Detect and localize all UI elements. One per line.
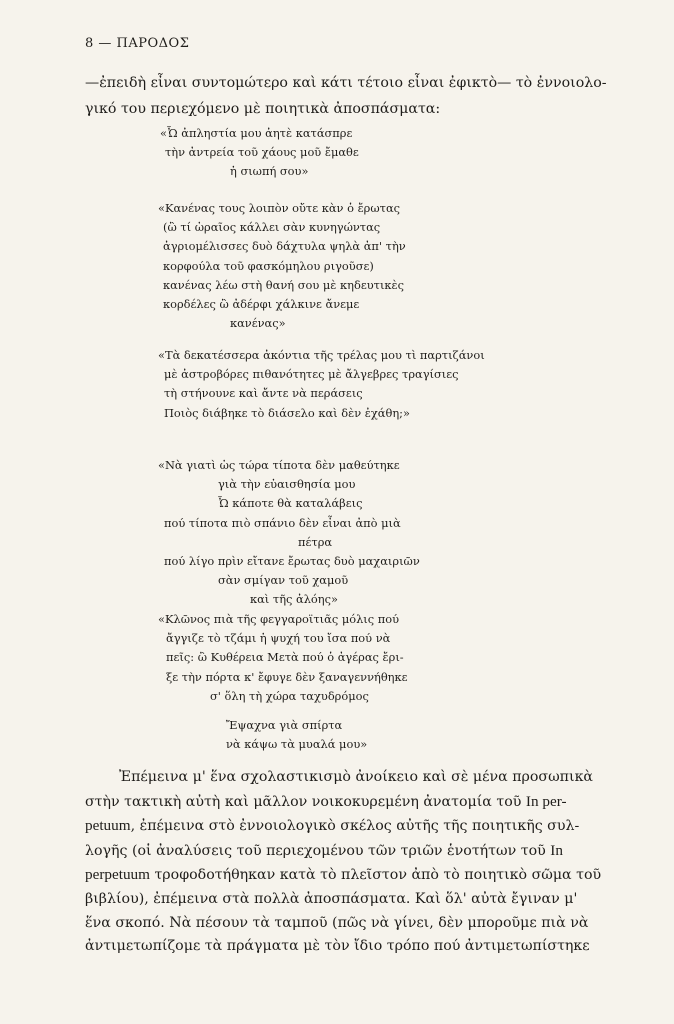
poem-line: «Κλῶνος πιὰ τῆς φεγγαροϊτιᾶς μόλις πού (158, 612, 400, 626)
latin-title: perpetuum (85, 866, 150, 884)
poem-line (158, 706, 408, 716)
running-header: 8 — ΠΑΡΟΔΟΣ (85, 36, 190, 51)
body-line (85, 863, 605, 888)
intro-line: γικό του περιεχόμενο μὲ ποιητικὰ ἀποσπάσματα: (85, 101, 441, 117)
body-text: στὴν τακτικὴ αὐτὴ καὶ μᾶλλον νοικοκυρεμένη ἀνατομία τοῦ (85, 793, 526, 810)
body-text: ἀντιμετωπίζομε τὰ πράγματα μὲ τὸν ἴδιο τρόπο πού ἀντιμετωπίστηκε (85, 938, 590, 955)
poem-stanza (158, 346, 485, 423)
poem-line: «Τὰ δεκατέσσερα ἀκόντια τῆς τρέλας μου τὶ παρτιζάνοι (158, 348, 485, 362)
poem-line: «Ὦ ἀπληστία μου ἀητὲ κατάσπρε (160, 126, 353, 140)
poem-line: Ἔψαχνα γιὰ σπίρτα (226, 718, 343, 733)
poem-line: κορφούλα τοῦ φασκόμηλου ριγοῦσε) (163, 258, 374, 273)
poem-line: πεῖς: ὢ Κυθέρεια Μετὰ πού ὁ ἀγέρας ἔρι- (166, 650, 404, 665)
poem-line: νὰ κάψω τὰ μυαλά μου» (226, 737, 368, 752)
poem-line: σ' ὅλη τὴ χώρα ταχυδρόμος (210, 688, 369, 703)
poem-stanza (160, 124, 359, 182)
intro-paragraph (85, 70, 605, 122)
poem-line: σὰν σμίγαν τοῦ χαμοῦ (218, 573, 349, 588)
intro-line: —ἐπειδὴ εἶναι συντομώτερο καὶ κάτι τέτοιο εἶναι ἐφικτὸ— τὸ ἐννοιολο- (85, 75, 607, 91)
poem-stanza (158, 456, 420, 610)
poem-line: τὴ στήνουνε καὶ ἄντε νὰ περάσεις (164, 386, 363, 401)
poem-line: Ποιὸς διάβηκε τὸ διάσελο καὶ δὲν ἐχάθη;» (164, 405, 410, 420)
body-line (85, 814, 605, 839)
poem-line: πού τίποτα πιὸ σπάνιο δὲν εἶναι ἀπὸ μιὰ (164, 515, 401, 530)
body-text: Ἐπέμεινα μ' ἕνα σχολαστικισμὸ ἀνοίκειο καὶ σὲ μένα προσωπικὰ (119, 769, 594, 785)
poem-line: ξε τὴν πόρτα κ' ἔφυγε δὲν ξαναγεννήθηκε (166, 669, 408, 684)
body-line (85, 790, 605, 815)
poem-line: ἡ σιωπή σου» (230, 164, 309, 179)
body-paragraph (85, 766, 605, 959)
poem-line: τὴν ἀντρεία τοῦ χάους μοῦ ἔμαθε (165, 145, 359, 160)
poem-line: κορδέλες ὢ ἀδέρφι χάλκινε ἄνεμε (163, 297, 360, 312)
poem-line: μὲ ἀστροβόρες πιθανότητες μὲ ἄλγεβρες τραγίσιες (164, 367, 459, 382)
body-line (85, 839, 605, 864)
body-text: λογῆς (οἱ ἀναλύσεις τοῦ περιεχομένου τῶν τριῶν ἑνοτήτων τοῦ (85, 842, 551, 859)
body-line (85, 888, 605, 912)
poem-line: πού λίγο πρὶν εἴτανε ἔρωτας δυὸ μαχαιριῶν (164, 554, 420, 569)
poem-line: πέτρα (298, 534, 333, 549)
body-line (85, 766, 605, 790)
poem-line: Ὦ κάποτε θὰ καταλάβεις (218, 496, 363, 511)
poem-line: κανένας λέω στὴ θανή σου μὲ κηδευτικὲς (163, 277, 405, 292)
body-text: ἕνα σκοπό. Νὰ πέσουν τὰ ταμποῦ (πῶς νὰ γίνει, δὲν μποροῦμε πιὰ νὰ (85, 914, 589, 931)
latin-title: petuum (85, 817, 131, 835)
poem-stanza (158, 610, 408, 754)
poem-line: ἄγγιζε τὸ τζάμι ἡ ψυχή του ἴσα πού νὰ (166, 631, 391, 646)
poem-line: «Κανένας τους λοιπὸν οὔτε κὰν ὁ ἔρωτας (158, 201, 401, 215)
poem-stanza (158, 199, 406, 333)
body-line (85, 912, 605, 936)
body-text: , ἐπέμεινα στὸ ἐννοιολογικὸ σκέλος αὐτῆς τῆς ποιητικῆς συλ- (130, 818, 580, 835)
poem-line: καὶ τῆς ἀλόης» (250, 592, 338, 607)
poem-line: γιὰ τὴν εὐαισθησία μου (218, 477, 356, 492)
poem-line: κανένας» (230, 316, 286, 331)
latin-title: In per- (525, 792, 567, 810)
body-text: τροφοδοτήθηκαν κατὰ τὸ πλεῖστον ἀπὸ τὸ ποιητικὸ σῶμα τοῦ (149, 867, 602, 884)
poem-line: «Νὰ γιατὶ ὡς τώρα τίποτα δὲν μαθεύτηκε (158, 458, 400, 472)
poem-line: (ὢ τί ὡραῖος κάλλει σὰν κυνηγώντας (163, 220, 381, 235)
poem-line: ἀγριομέλισσες δυὸ δάχτυλα ψηλὰ ἀπ' τὴν (163, 239, 406, 254)
latin-title: In (550, 841, 563, 859)
body-text: βιβλίου), ἐπέμεινα στὰ πολλὰ ἀποσπάσματα. Καὶ ὅλ' αὐτὰ ἔγιναν μ' (85, 890, 578, 907)
body-line (85, 935, 605, 959)
